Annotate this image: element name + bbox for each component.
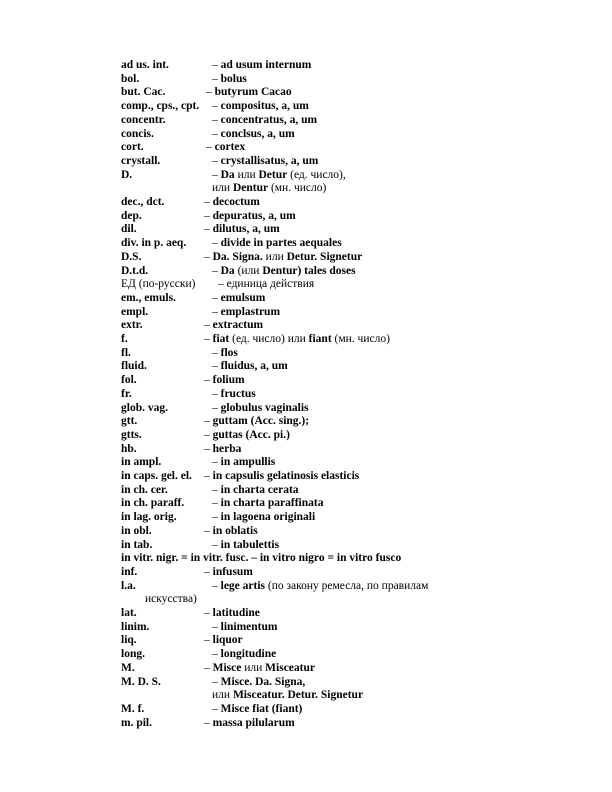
abbreviation: fr.: [121, 387, 132, 400]
expansion: [212, 127, 295, 141]
glossary-row: [0, 99, 612, 113]
expansion-text: (ед. число),: [287, 168, 346, 181]
expansion: [212, 72, 247, 86]
expansion: [204, 195, 260, 209]
dash-separator: –: [212, 675, 221, 688]
dash-separator: –: [212, 401, 221, 414]
glossary-row: [0, 127, 612, 141]
abbreviation: concis.: [121, 127, 154, 140]
expansion: [212, 359, 288, 373]
abbreviation: inf.: [121, 565, 138, 578]
glossary-row: [0, 442, 612, 456]
glossary-row: [0, 318, 612, 332]
expansion-text: linimentum: [220, 620, 278, 633]
expansion: [212, 154, 318, 168]
glossary-row: [0, 524, 612, 538]
dash-separator: –: [212, 127, 221, 140]
dash-separator: –: [212, 113, 221, 126]
expansion: [212, 236, 342, 250]
expansion-text: Misce: [212, 661, 242, 674]
dash-separator: –: [212, 264, 221, 277]
abbreviation: bol.: [121, 72, 140, 85]
expansion: [145, 592, 197, 606]
expansion-text: искусства): [145, 593, 197, 606]
expansion-text: fluidus, a, um: [220, 360, 288, 373]
expansion-text: Misce. Da. Signa,: [220, 675, 306, 688]
glossary-row: [0, 401, 612, 415]
expansion: [212, 387, 256, 401]
expansion-text: ad usum internum: [220, 59, 312, 71]
glossary-row: [0, 551, 612, 565]
abbreviation: div. in p. aeq.: [121, 237, 187, 250]
expansion: [212, 346, 238, 360]
expansion: [212, 401, 309, 415]
glossary-row: [0, 222, 612, 236]
abbreviation: M. f.: [121, 702, 145, 715]
dash-separator: –: [212, 305, 221, 318]
expansion-text: concentratus, a, um: [220, 113, 318, 126]
abbreviation: ad us. int.: [121, 59, 169, 71]
abbreviation: in lag. orig.: [121, 511, 177, 524]
abbreviation: in vitr. nigr. = in vitr. fusc. – in vitro nigro = in vitro fusco: [121, 552, 402, 565]
abbreviation: liq.: [121, 634, 137, 647]
glossary-row: [0, 483, 612, 497]
glossary-row: [0, 140, 612, 154]
expansion-text: (мн. число): [331, 333, 390, 345]
glossary-row: [0, 332, 612, 346]
dash-separator: –: [204, 607, 213, 619]
expansion-text: (мн. число): [268, 182, 327, 195]
expansion-text: Da: [220, 264, 235, 277]
glossary-row: [0, 387, 612, 401]
expansion: [212, 620, 278, 634]
expansion: [212, 510, 315, 524]
glossary-row: [0, 72, 612, 86]
abbreviation: D.: [121, 168, 133, 181]
dash-separator: –: [204, 565, 213, 578]
glossary-row: [0, 565, 612, 579]
dash-separator: –: [204, 374, 213, 387]
abbreviation: in ampl.: [121, 456, 162, 469]
abbreviation: l.a.: [121, 579, 136, 592]
expansion-text: liquor: [212, 634, 243, 647]
expansion: [204, 250, 362, 264]
expansion: [212, 181, 326, 195]
expansion: [212, 538, 279, 552]
expansion-text: или: [212, 689, 233, 702]
abbreviation: in obl.: [121, 524, 152, 537]
expansion-text: bolus: [220, 72, 247, 85]
abbreviation: D.S.: [121, 250, 142, 263]
expansion: [212, 688, 363, 702]
glossary-row: [0, 469, 612, 483]
expansion-text: (ед. число) или: [229, 333, 309, 345]
expansion: [204, 524, 258, 538]
expansion-text: in capsulis gelatinosis elasticis: [212, 470, 360, 482]
expansion: [212, 291, 265, 305]
expansion: [212, 702, 302, 716]
abbreviation: comp., cps., cpt.: [121, 100, 200, 113]
expansion: [204, 442, 241, 456]
expansion: [204, 428, 290, 442]
dash-separator: –: [204, 470, 213, 482]
glossary-row: [0, 675, 612, 689]
dash-separator: –: [212, 291, 221, 304]
glossary-row: [0, 359, 612, 373]
expansion-text: in charta paraffinata: [220, 497, 324, 510]
abbreviation: D.t.d.: [121, 264, 149, 277]
glossary-row: [0, 455, 612, 469]
glossary-row: [0, 414, 612, 428]
expansion-text: extractum: [212, 319, 264, 332]
expansion-text: или: [234, 168, 259, 181]
abbreviation: fluid.: [121, 360, 147, 373]
expansion-text: guttas (Acc. pi.): [212, 428, 290, 441]
expansion: [204, 606, 260, 620]
expansion-text: Da. Signa.: [212, 250, 263, 263]
glossary-row: [0, 277, 612, 291]
abbreviation: dec., dct.: [121, 196, 165, 208]
expansion: [212, 579, 428, 593]
abbreviation: in tab.: [121, 538, 153, 551]
dash-separator: –: [212, 620, 221, 633]
expansion-text: in ampullis: [220, 456, 276, 469]
dash-separator: –: [212, 497, 221, 510]
expansion-text: in charta cerata: [220, 483, 299, 496]
expansion-text: (по закону ремесла, по правилам: [265, 579, 429, 592]
glossary-row: [0, 538, 612, 552]
expansion: [206, 85, 292, 99]
expansion-text: или: [241, 661, 266, 674]
expansion: [212, 99, 309, 113]
dash-separator: –: [212, 360, 221, 373]
abbreviation: fol.: [121, 374, 137, 387]
expansion: [212, 675, 305, 689]
glossary-row: [0, 579, 612, 593]
glossary-row: [0, 510, 612, 524]
dash-separator: –: [212, 100, 221, 113]
dash-separator: –: [204, 442, 213, 455]
expansion: [204, 332, 390, 346]
expansion-text: dilutus, a, um: [212, 223, 280, 236]
expansion-text: (или: [234, 264, 263, 277]
expansion-text: globulus vaginalis: [220, 401, 309, 414]
expansion-text: in oblatis: [212, 524, 258, 537]
expansion: [212, 455, 275, 469]
expansion: [212, 305, 280, 319]
abbreviation: m. pil.: [121, 716, 152, 729]
expansion: [204, 222, 280, 236]
abbreviation: M.: [121, 661, 135, 674]
expansion-text: emplastrum: [220, 305, 281, 318]
abbreviation: hb.: [121, 442, 137, 455]
glossary-row: [0, 633, 612, 647]
glossary-row: [0, 168, 612, 182]
dash-separator: –: [212, 538, 221, 551]
abbreviation: extr.: [121, 319, 143, 332]
glossary-row: [0, 702, 612, 716]
expansion-text: in tabulettis: [220, 538, 280, 551]
abbreviation: glob. vag.: [121, 401, 168, 414]
expansion-text: infusum: [212, 565, 253, 578]
expansion-text: Misceatur. Detur. Signetur: [232, 689, 364, 702]
abbreviation: fl.: [121, 346, 131, 359]
expansion-text: Misceatur: [265, 661, 315, 674]
glossary-row: [0, 661, 612, 675]
expansion: [204, 209, 296, 223]
glossary-row: [0, 85, 612, 99]
abbreviation: in ch. cer.: [121, 483, 168, 496]
expansion: [204, 565, 253, 579]
expansion-text: conclsus, a, um: [220, 127, 295, 140]
abbreviation: but. Cac.: [121, 86, 166, 99]
glossary-row: [0, 373, 612, 387]
expansion: [212, 496, 323, 510]
expansion: [204, 469, 359, 483]
expansion-text: divide in partes aequales: [220, 237, 342, 250]
dash-separator: –: [204, 661, 213, 674]
dash-separator: –: [204, 716, 213, 729]
glossary-row: [0, 592, 612, 606]
glossary-row: [0, 305, 612, 319]
glossary-row: [0, 236, 612, 250]
expansion: [212, 647, 276, 661]
expansion-text: longitudine: [220, 648, 277, 661]
dash-separator: –: [204, 333, 213, 345]
abbreviation: lat.: [121, 607, 137, 619]
glossary-row: [0, 181, 612, 195]
dash-separator: –: [212, 387, 221, 400]
abbreviation: long.: [121, 648, 145, 661]
expansion-text: Dentur: [232, 182, 269, 195]
abbreviation: ЕД (по-русски): [121, 278, 196, 291]
glossary-row: [0, 688, 612, 702]
abbreviation: cort.: [121, 141, 144, 154]
expansion-text: butyrum Cacao: [214, 86, 292, 99]
expansion-text: Da: [220, 168, 235, 181]
expansion: [212, 168, 346, 182]
expansion: [204, 716, 295, 730]
glossary-row: [0, 113, 612, 127]
abbreviation: concentr.: [121, 113, 166, 126]
glossary-row: [0, 195, 612, 209]
glossary-row: [0, 291, 612, 305]
expansion: [206, 140, 245, 154]
abbreviation: gtts.: [121, 428, 142, 441]
glossary-row: [0, 647, 612, 661]
expansion-text: massa pilularum: [212, 716, 295, 729]
expansion-text: или: [212, 182, 233, 195]
dash-separator: –: [212, 59, 221, 71]
expansion-text: tales doses: [304, 264, 356, 277]
dash-separator: –: [212, 579, 221, 592]
dash-separator: –: [204, 415, 213, 428]
abbreviation: em., emuls.: [121, 291, 176, 304]
expansion-text: Misce fiat (fiant): [220, 702, 303, 715]
dash-separator: –: [212, 346, 221, 359]
dash-separator: –: [204, 223, 213, 236]
dash-separator: –: [204, 634, 213, 647]
expansion-text: Dentur): [262, 264, 302, 277]
dash-separator: –: [204, 209, 213, 222]
expansion-text: lege artis: [220, 579, 266, 592]
glossary-row: [0, 250, 612, 264]
dash-separator: –: [212, 154, 221, 167]
abbreviation: M. D. S.: [121, 675, 161, 688]
glossary-row: [0, 716, 612, 730]
expansion: [204, 373, 245, 387]
abbreviation: linim.: [121, 620, 150, 633]
glossary-row: [0, 264, 612, 278]
dash-separator: –: [204, 524, 213, 537]
expansion-text: или: [262, 250, 287, 263]
expansion: [212, 483, 299, 497]
dash-separator: –: [204, 319, 213, 332]
expansion-text: compositus, a, um: [220, 100, 309, 113]
abbreviation: gtt.: [121, 415, 138, 428]
expansion-text: in lagoena originali: [220, 511, 316, 524]
dash-separator: –: [212, 648, 221, 661]
dash-separator: –: [212, 702, 221, 715]
dash-separator: –: [204, 196, 213, 208]
abbreviation: in ch. paraff.: [121, 497, 185, 510]
dash-separator: –: [204, 250, 213, 263]
expansion: [212, 113, 317, 127]
expansion-text: flos: [220, 346, 238, 359]
glossary-row: [0, 209, 612, 223]
expansion-text: cortex: [214, 141, 246, 154]
abbreviation: in caps. gel. el.: [121, 470, 192, 482]
expansion-text: guttam (Acc. sing.);: [212, 415, 310, 428]
abbreviation: f.: [121, 333, 128, 345]
dash-separator: –: [206, 141, 215, 154]
glossary-row: [0, 346, 612, 360]
expansion-text: latitudine: [212, 607, 260, 619]
dash-separator: –: [212, 483, 221, 496]
abbreviation: dil.: [121, 223, 137, 236]
expansion-text: fiant: [308, 333, 332, 345]
expansion-text: decoctum: [212, 196, 260, 208]
dash-separator: –: [212, 237, 221, 250]
dash-separator: –: [212, 511, 221, 524]
expansion-text: Detur: [258, 168, 288, 181]
dash-separator: –: [212, 168, 221, 181]
expansion: [212, 58, 311, 72]
glossary-row: [0, 428, 612, 442]
expansion: [212, 264, 356, 278]
expansion-text: crystallisatus, a, um: [220, 154, 319, 167]
dash-separator: –: [204, 428, 213, 441]
glossary-row: [0, 58, 612, 72]
expansion-text: emulsum: [220, 291, 266, 304]
expansion: [204, 661, 315, 675]
expansion-text: depuratus, a, um: [212, 209, 296, 222]
expansion: [204, 414, 309, 428]
dash-separator: –: [206, 86, 215, 99]
expansion-text: fiat: [212, 333, 230, 345]
dash-separator: –: [212, 456, 221, 469]
abbreviation: dep.: [121, 209, 142, 222]
glossary-row: [0, 496, 612, 510]
abbreviation: empl.: [121, 305, 149, 318]
glossary-row: [0, 620, 612, 634]
dash-separator: –: [218, 278, 227, 291]
expansion: [218, 277, 314, 291]
glossary-row: [0, 606, 612, 620]
dash-separator: –: [212, 72, 221, 85]
expansion-text: folium: [212, 374, 245, 387]
expansion-text: Detur. Signetur: [286, 250, 363, 263]
expansion: [204, 318, 263, 332]
expansion-text: единица действия: [226, 278, 315, 291]
abbreviation: crystall.: [121, 154, 161, 167]
expansion: [204, 633, 243, 647]
expansion-text: herba: [212, 442, 242, 455]
glossary-row: [0, 154, 612, 168]
expansion-text: fructus: [220, 387, 256, 400]
